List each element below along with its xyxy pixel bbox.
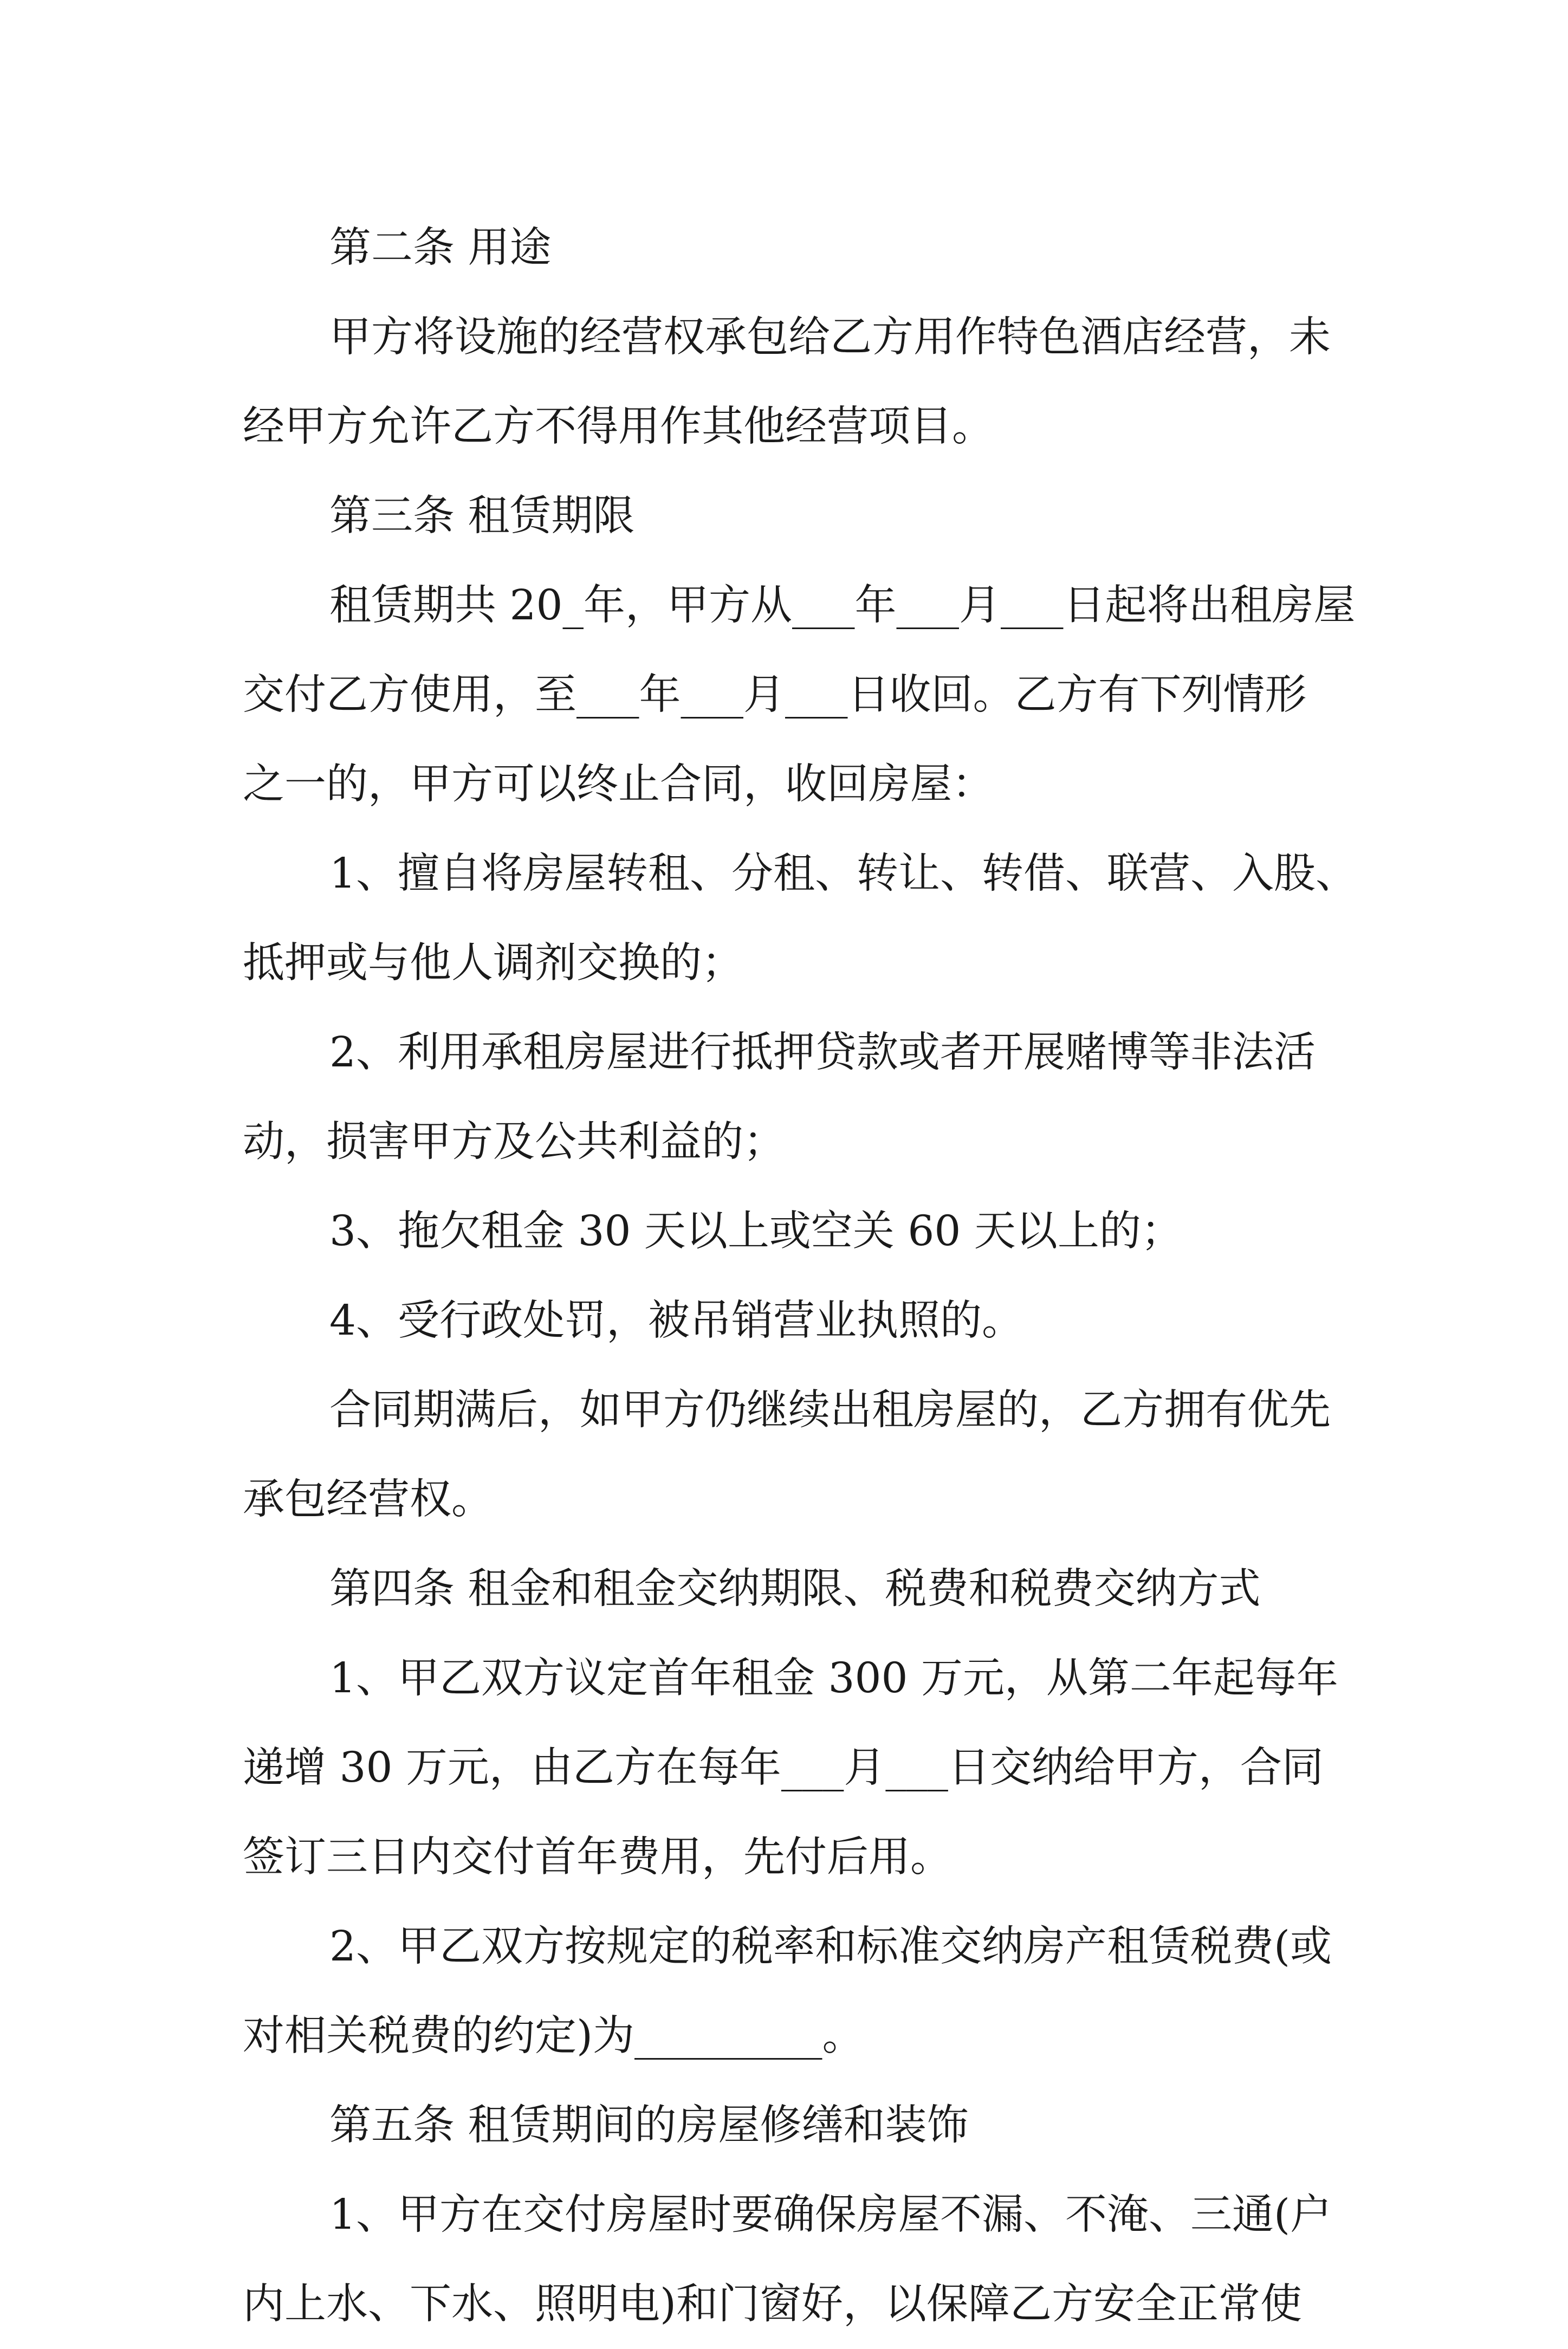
list-item-line: 2、利用承租房屋进行抵押贷款或者开展赌博等非法活	[329, 1028, 1316, 1077]
paragraph-line: 承包经营权。	[243, 1476, 493, 1524]
list-item-line: 2、甲乙双方按规定的税率和标准交纳房产租赁税费(或	[329, 1923, 1332, 1971]
paragraph-line: 租赁期共 20_年，甲方从___年___月___日起将出租房屋	[329, 581, 1356, 630]
list-item-line: 4、受行政处罚，被吊销营业执照的。	[329, 1297, 1023, 1345]
paragraph-line: 合同期满后，如甲方仍继续出租房屋的，乙方拥有优先	[329, 1386, 1331, 1434]
list-item-line: 内上水、下水、照明电)和门窗好，以保障乙方安全正常使	[243, 2280, 1303, 2328]
list-item-line: 3、拖欠租金 30 天以上或空关 60 天以上的；	[329, 1207, 1183, 1256]
list-item-line: 1、甲乙双方议定首年租金 300 万元，从第二年起每年	[329, 1654, 1338, 1703]
list-item-line: 对相关税费的约定)为_________。	[243, 2012, 864, 2060]
list-item-line: 抵押或与他人调剂交换的；	[243, 939, 743, 987]
section-heading-2: 第二条 用途	[329, 224, 552, 272]
list-item-line: 动，损害甲方及公共利益的；	[243, 1118, 785, 1166]
paragraph-line: 经甲方允许乙方不得用作其他经营项目。	[243, 403, 994, 451]
list-item-line: 签订三日内交付首年费用，先付后用。	[243, 1833, 952, 1881]
list-item-line: 1、擅自将房屋转租、分租、转让、转借、联营、入股、	[329, 850, 1357, 898]
paragraph-line: 甲方将设施的经营权承包给乙方用作特色酒店经营，未	[329, 313, 1331, 361]
list-item-line: 递增 30 万元，由乙方在每年___月___日交纳给甲方，合同	[243, 1744, 1324, 1792]
section-heading-5: 第五条 租赁期间的房屋修缮和装饰	[329, 2101, 969, 2150]
section-heading-4: 第四条 租金和租金交纳期限、税费和税费交纳方式	[329, 1565, 1261, 1613]
list-item-line: 1、甲方在交付房屋时要确保房屋不漏、不淹、三通(户	[329, 2191, 1332, 2239]
section-heading-3: 第三条 租赁期限	[329, 492, 635, 540]
paragraph-line: 之一的，甲方可以终止合同，收回房屋：	[243, 760, 994, 808]
paragraph-line: 交付乙方使用，至___年___月___日收回。乙方有下列情形	[243, 671, 1307, 719]
